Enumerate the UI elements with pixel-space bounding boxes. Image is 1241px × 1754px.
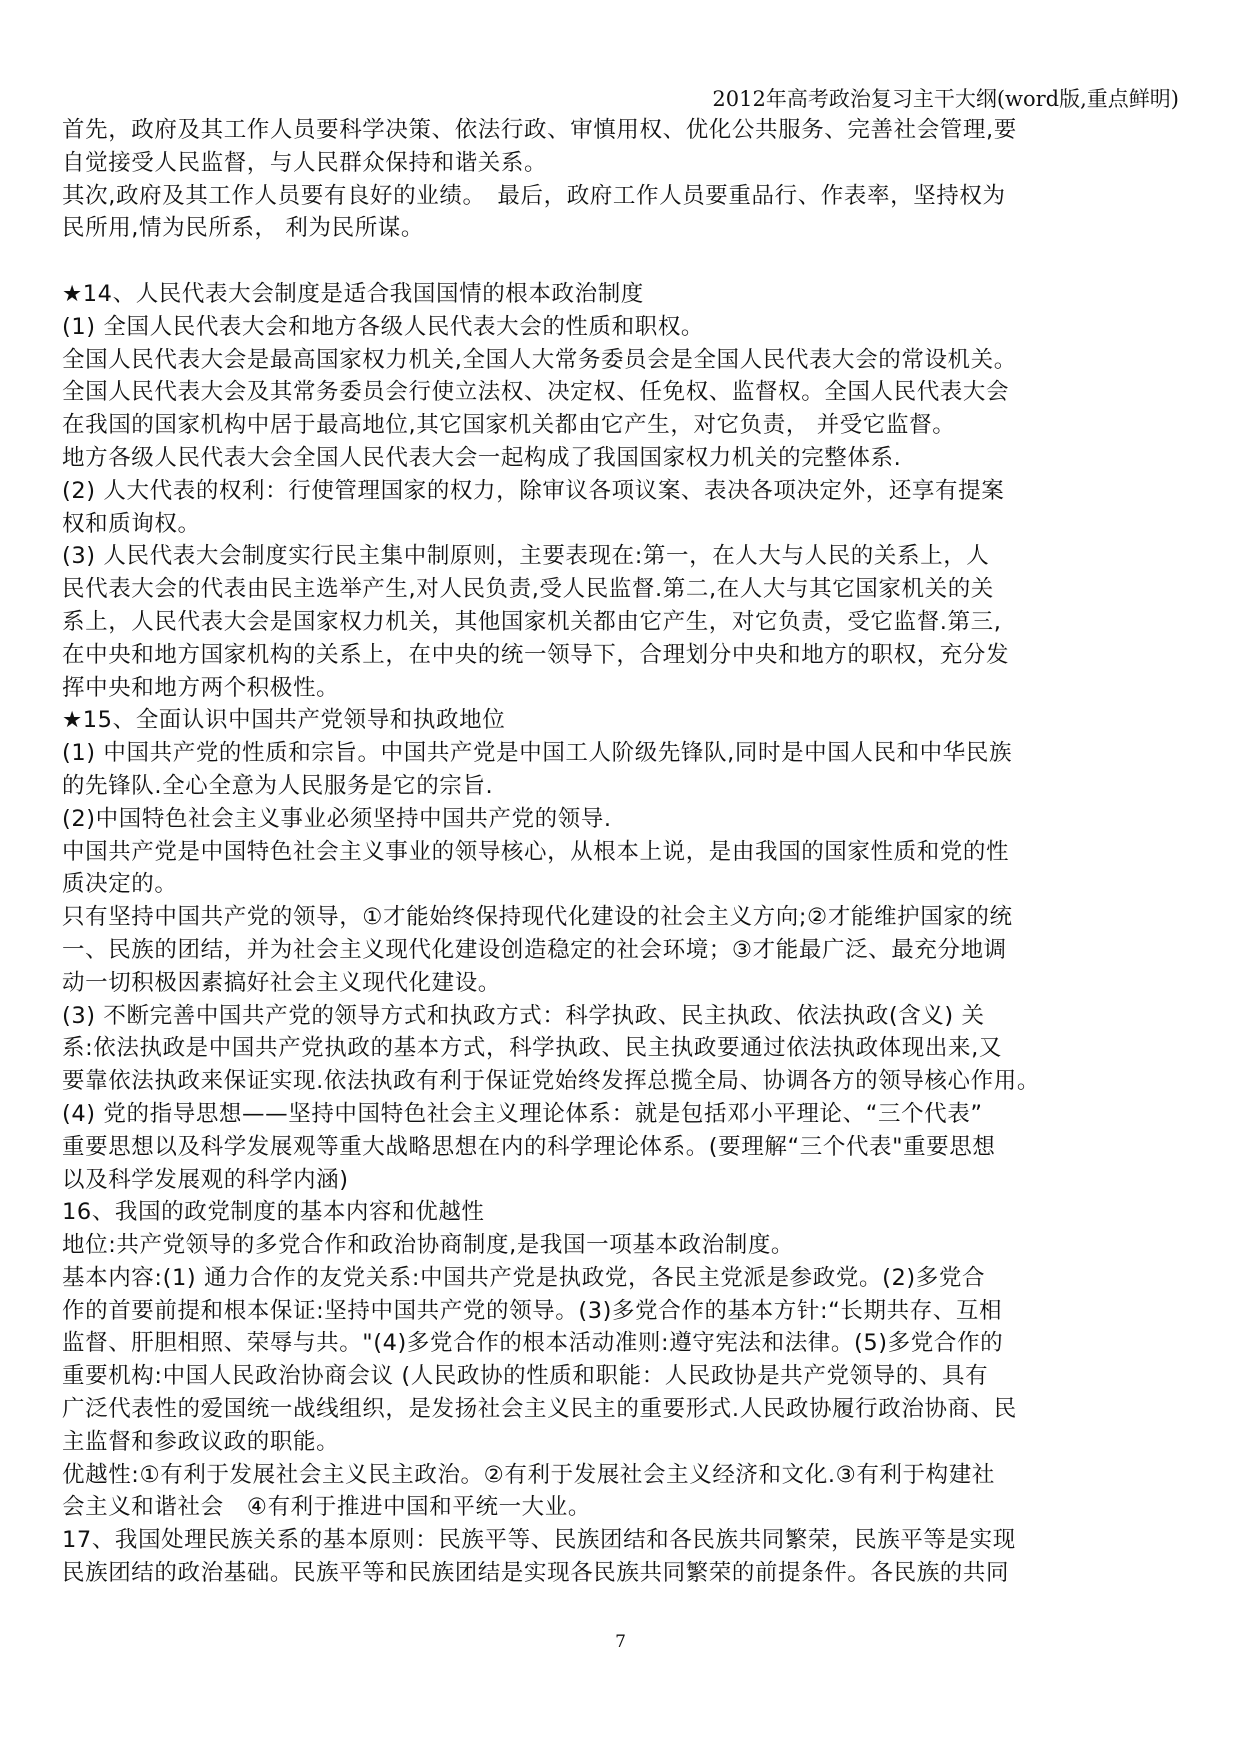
text-line: 权和质询权。: [62, 510, 201, 537]
text-line: 系上，人民代表大会是国家权力机关，其他国家机关都由它产生，对它负责，受它监督.第三,: [62, 608, 1002, 635]
text-line: 动一切积极因素搞好社会主义现代化建设。: [62, 969, 501, 996]
text-line: ★14、人民代表大会制度是适合我国国情的根本政治制度: [62, 280, 644, 307]
text-line: 民代表大会的代表由民主选举产生,对人民负责,受人民监督.第二,在人大与其它国家机关的关: [62, 576, 994, 603]
text-line: 广泛代表性的爱国统一战线组织，是发扬社会主义民主的重要形式.人民政协履行政治协商、民: [62, 1396, 1017, 1423]
text-line: 民所用,情为民所系， 利为民所谋。: [62, 215, 425, 242]
text-line: 以及科学发展观的科学内涵): [62, 1166, 349, 1193]
text-line: 地位:共产党领导的多党合作和政治协商制度,是我国一项基本政治制度。: [62, 1232, 795, 1259]
text-line: 其次,政府及其工作人员要有良好的业绩。 最后，政府工作人员要重品行、作表率，坚持权为: [62, 182, 1006, 209]
text-line: 民族团结的政治基础。民族平等和民族团结是实现各民族共同繁荣的前提条件。各民族的共同: [62, 1560, 1010, 1587]
text-line: 系:依法执政是中国共产党执政的基本方式，科学执政、民主执政要通过依法执政体现出来,又: [62, 1035, 1002, 1062]
text-line: 一、民族的团结，并为社会主义现代化建设创造稳定的社会环境；③才能最广泛、最充分地调: [62, 936, 1007, 963]
text-line: 的先锋队.全心全意为人民服务是它的宗旨.: [62, 772, 494, 799]
text-line: ★15、全面认识中国共产党领导和执政地位: [62, 707, 506, 734]
text-line: (3) 人民代表大会制度实行民主集中制原则，主要表现在:第一，在人大与人民的关系上，人: [62, 543, 990, 570]
text-line: 优越性:①有利于发展社会主义民主政治。②有利于发展社会主义经济和文化.③有利于构建社: [62, 1461, 995, 1488]
text-line: 主监督和参政议政的职能。: [62, 1428, 340, 1455]
text-line: 要靠依法执政来保证实现.依法执政有利于保证党始终发挥总揽全局、协调各方的领导核心作用。: [62, 1068, 1040, 1095]
text-line: 质决定的。: [62, 871, 178, 898]
text-line: 会主义和谐社会 ④有利于推进中国和平统一大业。: [62, 1494, 591, 1521]
text-line: 中国共产党是中国特色社会主义事业的领导核心，从根本上说，是由我国的国家性质和党的性: [62, 838, 1010, 865]
page-number: 7: [615, 1632, 626, 1652]
text-line: 作的首要前提和根本保证:坚持中国共产党的领导。(3)多党合作的基本方针:“长期共存、互相: [62, 1297, 1003, 1324]
document-body: [62, 114, 1180, 1590]
text-line: 首先，政府及其工作人员要科学决策、依法行政、审慎用权、优化公共服务、完善社会管理,要: [62, 117, 1017, 143]
text-line: 重要思想以及科学发展观等重大战略思想在内的科学理论体系。(要理解“三个代表"重要思想: [62, 1133, 996, 1160]
text-line: 只有坚持中国共产党的领导，①才能始终保持现代化建设的社会主义方向;②才能维护国家的统: [62, 904, 1013, 931]
text-line: (3) 不断完善中国共产党的领导方式和执政方式：科学执政、民主执政、依法执政(含义) 关: [62, 1002, 985, 1029]
text-line: 地方各级人民代表大会全国人民代表大会一起构成了我国国家权力机关的完整体系.: [62, 444, 902, 471]
text-line: 全国人民代表大会是最高国家权力机关,全国人大常务委员会是全国人民代表大会的常设机关。: [62, 346, 1017, 373]
text-line: 全国人民代表大会及其常务委员会行使立法权、决定权、任免权、监督权。全国人民代表大会: [62, 379, 1010, 406]
text-line: (2)中国特色社会主义事业必须坚持中国共产党的领导.: [62, 805, 612, 832]
text-line: 自觉接受人民监督，与人民群众保持和谐关系。: [62, 149, 548, 176]
text-line: 挥中央和地方两个积极性。: [62, 674, 340, 701]
text-line: 基本内容:(1) 通力合作的友党关系:中国共产党是执政党，各民主党派是参政党。(2)多党合: [62, 1264, 986, 1291]
text-line: (1) 中国共产党的性质和宗旨。中国共产党是中国工人阶级先锋队,同时是中国人民和中华民族: [62, 740, 1013, 767]
text-line: 17、我国处理民族关系的基本原则：民族平等、民族团结和各民族共同繁荣，民族平等是实现: [62, 1527, 1016, 1554]
text-line: 在我国的国家机构中居于最高地位,其它国家机关都由它产生，对它负责， 并受它监督。: [62, 412, 956, 439]
text-line: [62, 245, 1180, 278]
text-line: (1) 全国人民代表大会和地方各级人民代表大会的性质和职权。: [62, 313, 705, 340]
text-line: 监督、肝胆相照、荣辱与共。"(4)多党合作的根本活动准则:遵守宪法和法律。(5)多党合作的: [62, 1330, 1004, 1357]
text-line: 重要机构:中国人民政治协商会议 (人民政协的性质和职能：人民政协是共产党领导的、具有: [62, 1363, 989, 1390]
text-line: 16、我国的政党制度的基本内容和优越性: [62, 1199, 485, 1226]
text-line: (4) 党的指导思想——坚持中国特色社会主义理论体系：就是包括邓小平理论、“三个代表”: [62, 1100, 983, 1127]
text-line: (2) 人大代表的权利：行使管理国家的权力，除审议各项议案、表决各项决定外，还享有提案: [62, 477, 1005, 504]
page-header: 2012年高考政治复习主干大纲(word版,重点鲜明): [712, 87, 1179, 111]
text-line: 在中央和地方国家机构的关系上，在中央的统一领导下，合理划分中央和地方的职权，充分发: [62, 641, 1010, 668]
